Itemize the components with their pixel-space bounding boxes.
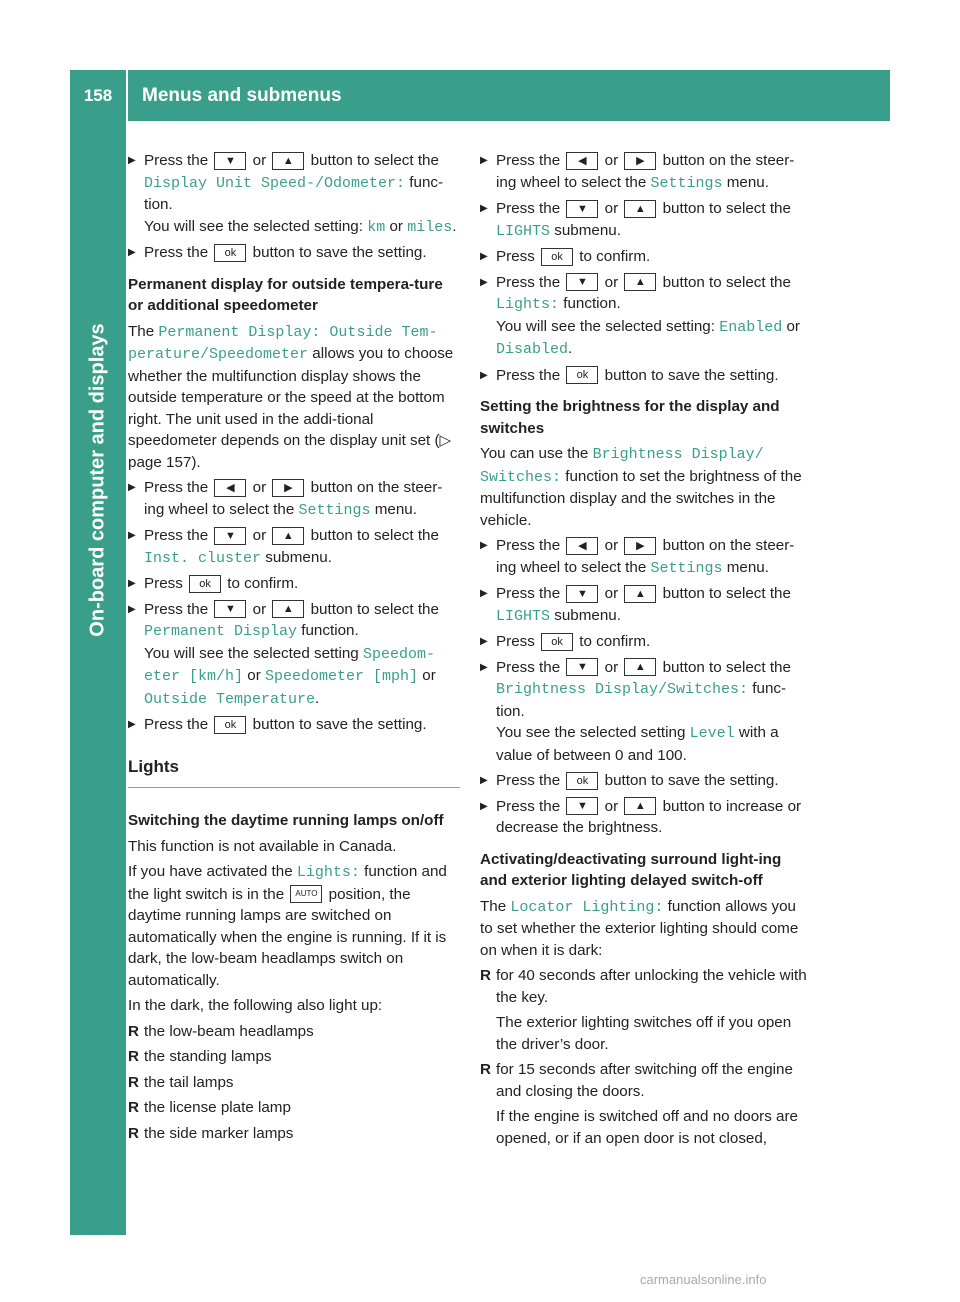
section-heading: Setting the brightness for the display and switches <box>480 398 780 437</box>
right-key-icon: ▶ <box>624 152 656 170</box>
sidebar-title: On-board computer and displays <box>86 323 109 637</box>
list-item: R the low-beam headlamps <box>128 1021 460 1043</box>
list-item: R for 15 seconds after switching off the engine and closing the doors. <box>480 1059 812 1102</box>
up-key-icon: ▲ <box>624 797 656 815</box>
section-heading: Activating/deactivating surround light-ing and exterior lighting delayed switch-off <box>480 850 782 889</box>
up-key-icon: ▲ <box>272 600 304 618</box>
up-key-icon: ▲ <box>624 658 656 676</box>
ok-key-icon: ok <box>566 366 598 384</box>
ok-key-icon: ok <box>189 575 221 593</box>
up-key-icon: ▲ <box>624 585 656 603</box>
down-key-icon: ▼ <box>214 152 246 170</box>
step: ▶ Press the ok button to save the setting. <box>128 714 460 736</box>
step: ▶ Press the ▼ or ▲ button to select the Display Unit Speed-/Odometer: func-tion. You will see the selected setting: km or miles. <box>128 150 460 238</box>
sidebar-tab <box>70 121 126 1235</box>
step: ▶ Press the ▼ or ▲ button to select the Brightness Display/Switches: func-tion. You see the selected setting Level with a value of between 0 and 100. <box>480 657 812 767</box>
watermark: carmanualsonline.info <box>640 1272 767 1287</box>
paragraph: If you have activated the Lights: function and the light switch is in the AUTO position, the daytime running lamps are switched on automatically when the engine is running. If it is dark, the low-beam headlamps switch on automatically. <box>128 863 447 989</box>
down-key-icon: ▼ <box>214 600 246 618</box>
header-title: Menus and submenus <box>142 85 342 106</box>
right-key-icon: ▶ <box>624 537 656 555</box>
list-item: R the license plate lamp <box>128 1097 460 1119</box>
down-key-icon: ▼ <box>566 585 598 603</box>
step: ▶ Press the ◀ or ▶ button on the steer-ing wheel to select the Settings menu. <box>480 535 812 579</box>
auto-key-icon: AUTO <box>290 885 322 903</box>
ok-key-icon: ok <box>214 244 246 262</box>
section-heading: Switching the daytime running lamps on/off <box>128 812 444 829</box>
step: ▶ Press ok to confirm. <box>480 631 812 653</box>
paragraph: In the dark, the following also light up: <box>128 997 383 1014</box>
step: ▶ Press the ok button to save the setting. <box>480 770 812 792</box>
step: ▶ Press the ◀ or ▶ button on the steer-ing wheel to select the Settings menu. <box>480 150 812 194</box>
step: ▶ Press the ok button to save the setting. <box>480 365 812 387</box>
up-key-icon: ▲ <box>272 527 304 545</box>
ok-key-icon: ok <box>214 716 246 734</box>
up-key-icon: ▲ <box>624 273 656 291</box>
page-number: 158 <box>70 70 126 121</box>
down-key-icon: ▼ <box>566 200 598 218</box>
paragraph: This function is not available in Canada. <box>128 837 397 855</box>
step: ▶ Press the ▼ or ▲ button to select the Lights: function. You will see the selected setting: Enabled or Disabled. <box>480 272 812 361</box>
left-column <box>128 150 460 1148</box>
paragraph: You can use the Brightness Display/ Switches: function to set the brightness of the multifunction display and the switches in the vehicle. <box>480 445 802 529</box>
step: ▶ Press the ▼ or ▲ button to select the LIGHTS submenu. <box>480 198 812 242</box>
step: ▶ Press ok to confirm. <box>480 246 812 268</box>
ok-key-icon: ok <box>566 772 598 790</box>
step: ▶ Press the ▼ or ▲ button to increase or decrease the brightness. <box>480 796 812 839</box>
list-item-note: The exterior lighting switches off if you open the driver’s door. <box>496 1014 792 1053</box>
right-column <box>480 150 812 1153</box>
step: ▶ Press the ▼ or ▲ button to select the Permanent Display function. You will see the selected setting Speedom-eter [km/h] or Speedometer [mph] or Outside Temperature. <box>128 599 460 711</box>
step: ▶ Press the ◀ or ▶ button on the steer-ing wheel to select the Settings menu. <box>128 477 460 521</box>
list-item: R the tail lamps <box>128 1072 460 1094</box>
list-item: R the side marker lamps <box>128 1123 460 1145</box>
step: ▶ Press the ▼ or ▲ button to select the LIGHTS submenu. <box>480 583 812 627</box>
list-item: R for 40 seconds after unlocking the vehicle with the key. <box>480 965 812 1008</box>
list-item: R the standing lamps <box>128 1046 460 1068</box>
section-title: Lights <box>128 756 460 789</box>
paragraph: The Locator Lighting: function allows you to set whether the exterior lighting should come on when it is dark: <box>480 897 799 959</box>
paragraph: The Permanent Display: Outside Tem-perature/Speedometer allows you to choose whether the multifunction display shows the outside temperature or the speed at the bottom right. The unit used in the addi-tional speedometer depends on the display unit set (▷ page 157). <box>128 322 454 471</box>
down-key-icon: ▼ <box>566 797 598 815</box>
ok-key-icon: ok <box>541 633 573 651</box>
ok-key-icon: ok <box>541 248 573 266</box>
right-key-icon: ▶ <box>272 479 304 497</box>
left-key-icon: ◀ <box>214 479 246 497</box>
down-key-icon: ▼ <box>566 658 598 676</box>
page-header <box>128 70 890 121</box>
down-key-icon: ▼ <box>566 273 598 291</box>
left-key-icon: ◀ <box>566 152 598 170</box>
section-heading: Permanent display for outside tempera-ture or additional speedometer <box>128 275 443 314</box>
down-key-icon: ▼ <box>214 527 246 545</box>
up-key-icon: ▲ <box>272 152 304 170</box>
step: ▶ Press the ▼ or ▲ button to select the Inst. cluster submenu. <box>128 525 460 569</box>
up-key-icon: ▲ <box>624 200 656 218</box>
step: ▶ Press the ok button to save the setting. <box>128 242 460 264</box>
list-item-note: If the engine is switched off and no doors are opened, or if an open door is not closed, <box>496 1108 798 1147</box>
left-key-icon: ◀ <box>566 537 598 555</box>
step: ▶ Press ok to confirm. <box>128 573 460 595</box>
